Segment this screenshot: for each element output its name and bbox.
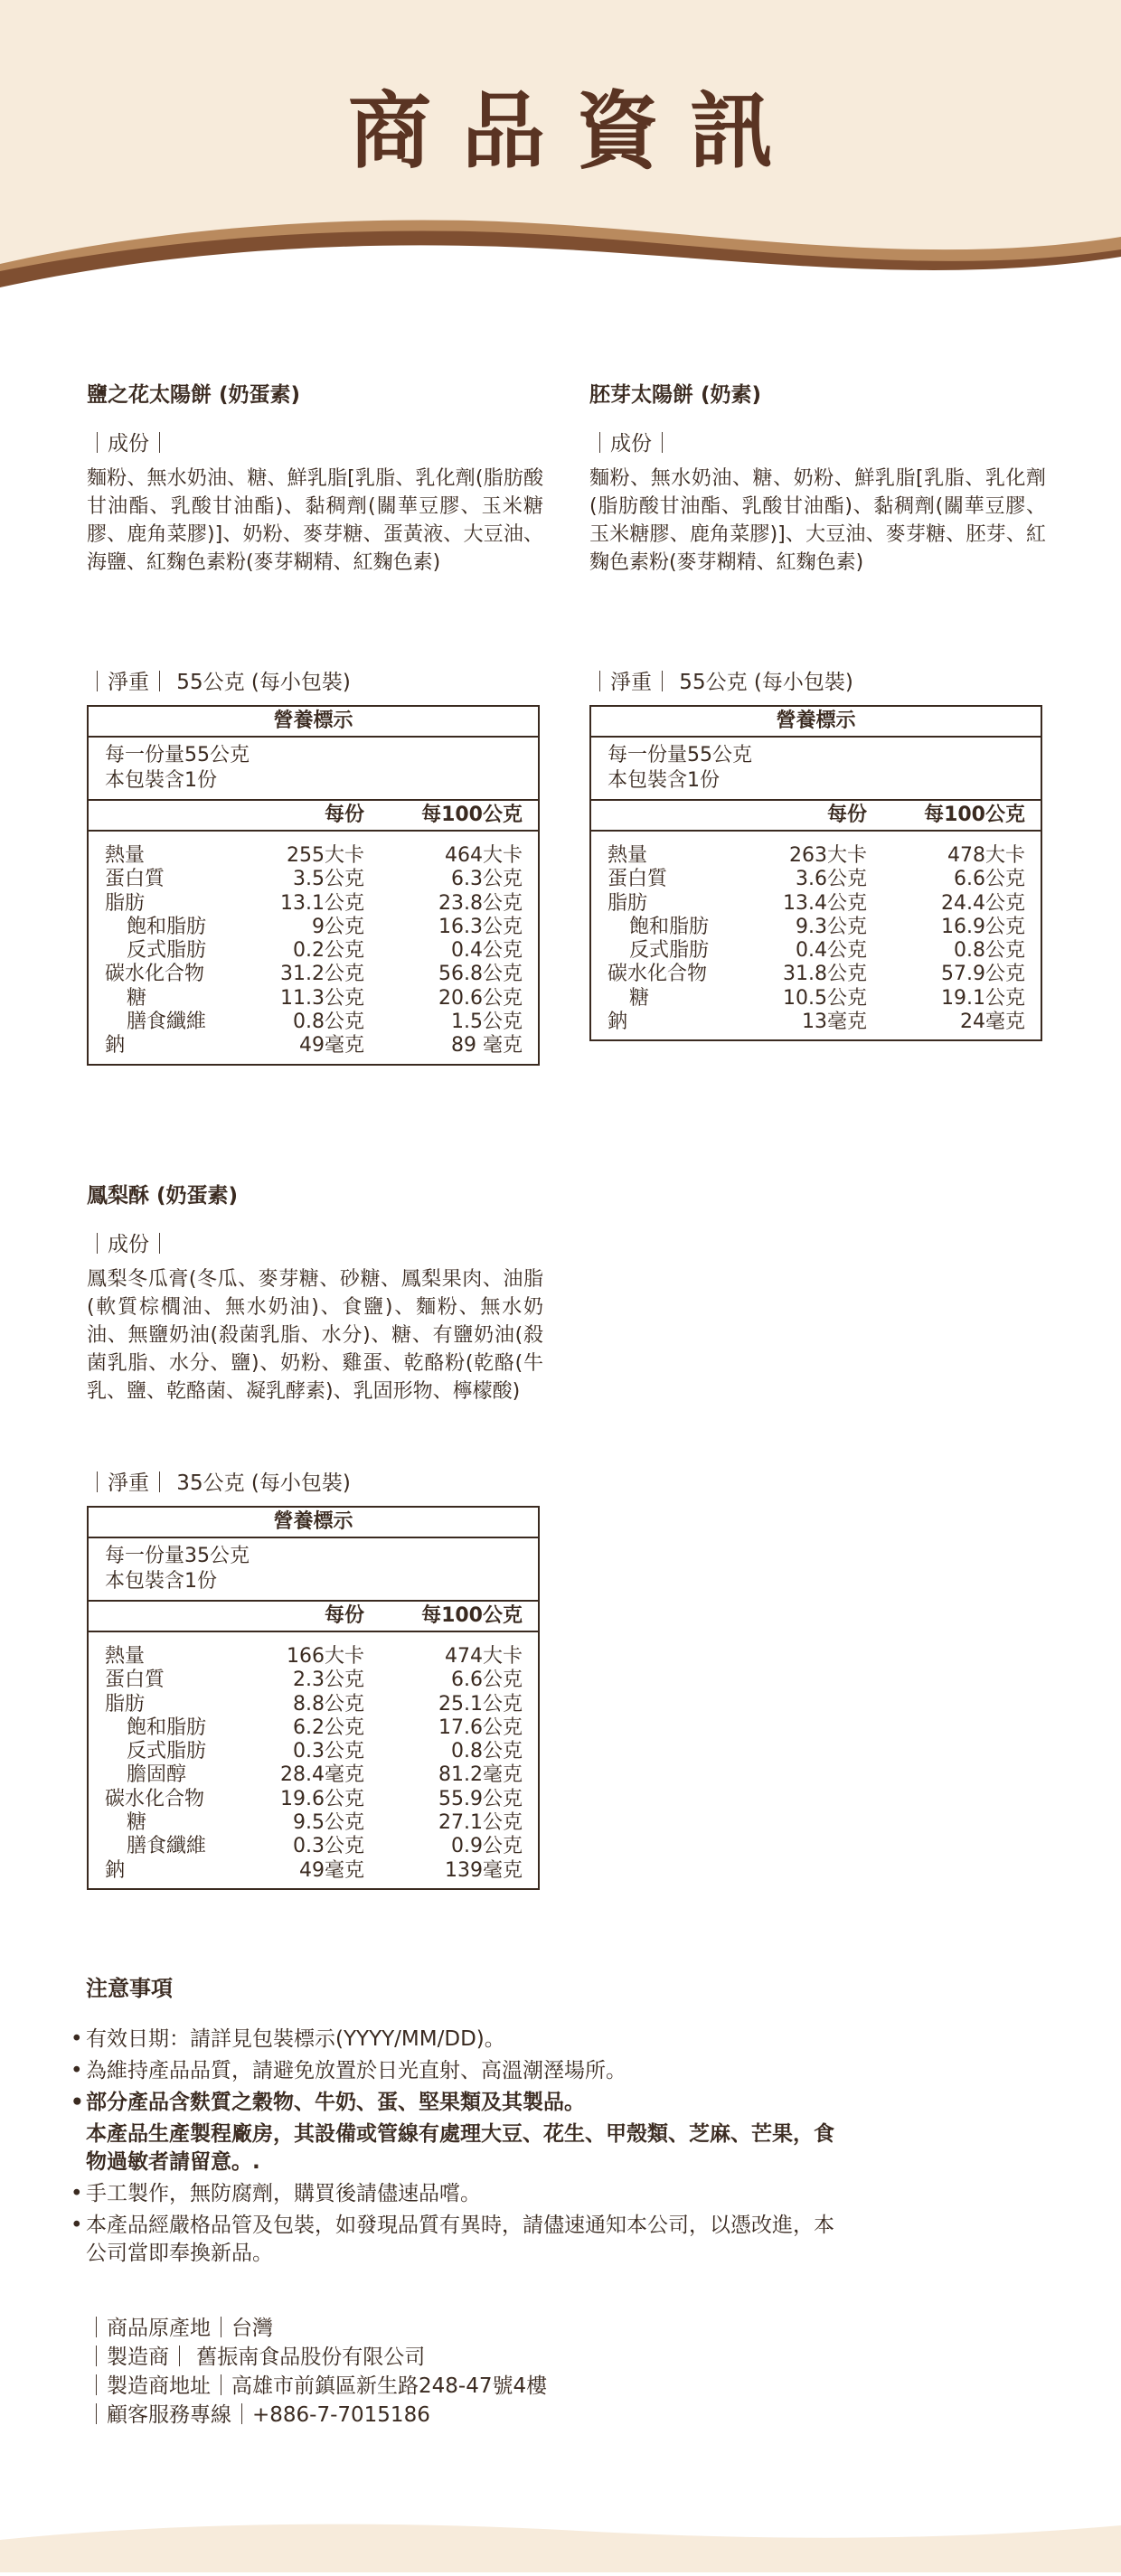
notice-item	[71, 2089, 845, 2117]
nutrition-row	[89, 1034, 538, 1058]
product-card-germ-sun-cake	[589, 381, 1046, 1095]
ingredients-text: 麵粉、無水奶油、糖、奶粉、鮮乳脂[乳脂、乳化劑(脂肪酸甘油酯、乳酸甘油酯)、黏稠劑(關華豆膠、玉米糖膠、鹿角菜膠)]、大豆油、麥芽糖、胚芽、紅麴色素粉(麥芽糊精、紅麴色素)	[589, 467, 1046, 574]
servings-per-package: 本包裝含1份	[105, 769, 217, 792]
nutrition-row	[89, 1788, 538, 1811]
ingredients-label: ｜成份｜	[589, 432, 673, 456]
nutrient-per-serving: 9.3公克	[796, 915, 867, 938]
nutrient-per-serving: 9公克	[312, 915, 364, 938]
nutrient-name: 飽和脂肪	[629, 915, 710, 938]
nutrition-row	[89, 916, 538, 939]
nutrition-row	[89, 1811, 538, 1835]
nutrient-per-100g: 55.9公克	[438, 1787, 523, 1810]
nutrition-row	[591, 939, 1041, 963]
nutrient-per-100g: 6.6公克	[954, 868, 1025, 891]
product-title: 鳳梨酥 (奶蛋素)	[87, 1184, 239, 1208]
nutrition-row	[89, 1716, 538, 1740]
notice-text: 本產品生產製程廠房，其設備或管線有處理大豆、花生、甲殼類、芝麻、芒果，食物過敏者請留意。.	[86, 2122, 834, 2174]
ingredients-label: ｜成份｜	[87, 432, 170, 456]
nutrition-row	[89, 844, 538, 868]
nutrient-per-100g: 6.3公克	[451, 868, 523, 891]
nutrition-row	[89, 1669, 538, 1692]
nutrition-column-headers	[591, 801, 1041, 832]
column-per-serving: 每份	[826, 804, 867, 826]
serving-info	[89, 738, 538, 801]
nutrient-name: 脂肪	[608, 891, 648, 915]
notice-item	[71, 2057, 845, 2085]
nutrition-row	[89, 987, 538, 1011]
column-per-serving: 每份	[324, 1604, 364, 1627]
net-weight: ｜淨重｜ 55公克 (每小包裝)	[589, 671, 853, 694]
origin-line: ｜顧客服務專線｜+886-7-7015186	[86, 2403, 430, 2427]
nutrient-per-100g: 474大卡	[445, 1645, 523, 1668]
nutrient-name: 鈉	[105, 1858, 126, 1882]
nutrient-per-serving: 166大卡	[287, 1645, 364, 1668]
product-card-pineapple-cake	[87, 1182, 543, 1905]
notice-text: 有效日期：請詳見包裝標示(YYYY/MM/DD)。	[86, 2027, 505, 2051]
product-card-salt-sun-cake	[87, 381, 543, 1095]
notice-title: 注意事項	[86, 1976, 173, 2001]
nutrition-rows	[591, 832, 1041, 1039]
nutrient-name: 鈉	[608, 1011, 628, 1034]
column-spacer	[591, 801, 754, 830]
nutrition-row	[89, 1645, 538, 1669]
nutrient-name: 碳水化合物	[105, 1787, 205, 1810]
nutrition-row	[89, 963, 538, 986]
nutrient-name: 飽和脂肪	[127, 1716, 207, 1739]
nutrient-per-serving: 0.8公克	[293, 1011, 364, 1034]
nutrition-row	[591, 916, 1041, 939]
header-banner	[0, 0, 1121, 298]
serving-info	[591, 738, 1041, 801]
notice-section	[71, 1975, 845, 2271]
nutrition-row	[591, 868, 1041, 891]
nutrient-name: 鈉	[105, 1034, 126, 1058]
nutrient-per-100g: 25.1公克	[438, 1692, 523, 1716]
nutrition-table	[87, 1506, 540, 1890]
nutrient-name: 碳水化合物	[105, 963, 205, 986]
nutrient-per-100g: 1.5公克	[451, 1011, 523, 1034]
notice-item	[86, 2120, 845, 2176]
nutrition-row	[89, 1763, 538, 1787]
nutrition-heading: 營養標示	[89, 707, 538, 738]
nutrient-name: 熱量	[608, 844, 648, 867]
column-per-serving: 每份	[324, 804, 364, 826]
nutrient-per-serving: 0.3公克	[293, 1835, 364, 1858]
footer-wave-background	[0, 2513, 1121, 2572]
nutrient-name: 膽固醇	[127, 1763, 187, 1787]
ingredients-label: ｜成份｜	[87, 1233, 170, 1256]
nutrient-per-100g: 17.6公克	[438, 1716, 523, 1739]
nutrient-name: 蛋白質	[608, 868, 668, 891]
nutrition-rows	[89, 1632, 538, 1888]
notice-item	[71, 2212, 845, 2268]
bullet-icon: •	[71, 2091, 84, 2114]
nutrition-table	[87, 705, 540, 1066]
nutrient-per-serving: 31.2公克	[280, 963, 364, 986]
origin-info	[86, 2314, 547, 2430]
nutrient-per-100g: 0.8公克	[451, 1740, 523, 1763]
nutrient-per-serving: 0.2公克	[293, 939, 364, 963]
nutrition-rows	[89, 832, 538, 1064]
nutrient-per-100g: 0.9公克	[451, 1835, 523, 1858]
nutrient-name: 熱量	[105, 1645, 146, 1668]
nutrition-row	[591, 892, 1041, 916]
nutrient-per-100g: 16.3公克	[438, 915, 523, 938]
net-weight: ｜淨重｜ 35公克 (每小包裝)	[87, 1471, 351, 1495]
nutrient-per-serving: 28.4毫克	[280, 1763, 364, 1787]
serving-size: 每一份量55公克	[608, 744, 752, 766]
nutrient-name: 糖	[127, 986, 147, 1010]
nutrient-name: 碳水化合物	[608, 963, 708, 986]
nutrition-column-headers	[89, 801, 538, 832]
nutrient-per-serving: 0.3公克	[293, 1740, 364, 1763]
notice-text: 手工製作，無防腐劑，購買後請儘速品嚐。	[86, 2182, 481, 2205]
nutrient-name: 反式脂肪	[127, 939, 207, 963]
nutrient-name: 蛋白質	[105, 1669, 165, 1692]
nutrient-per-serving: 8.8公克	[293, 1692, 364, 1716]
nutrient-per-serving: 2.3公克	[293, 1669, 364, 1692]
nutrient-per-100g: 89 毫克	[451, 1034, 523, 1058]
nutrient-name: 反式脂肪	[127, 1740, 207, 1763]
nutrient-per-100g: 0.4公克	[451, 939, 523, 963]
nutrient-per-100g: 478大卡	[947, 844, 1025, 867]
nutrient-per-serving: 6.2公克	[293, 1716, 364, 1739]
nutrient-per-serving: 3.5公克	[293, 868, 364, 891]
nutrient-per-100g: 16.9公克	[941, 915, 1025, 938]
nutrient-name: 熱量	[105, 844, 146, 867]
nutrient-per-100g: 56.8公克	[438, 963, 523, 986]
nutrient-per-serving: 11.3公克	[280, 986, 364, 1010]
page-title: 商品資訊	[347, 82, 804, 180]
nutrient-per-100g: 81.2毫克	[438, 1763, 523, 1787]
nutrition-heading: 營養標示	[591, 707, 1041, 738]
nutrition-row	[89, 892, 538, 916]
bullet-icon: •	[71, 2214, 83, 2237]
nutrient-per-100g: 27.1公克	[438, 1811, 523, 1835]
nutrition-column-headers	[89, 1602, 538, 1632]
nutrient-per-100g: 139毫克	[445, 1858, 523, 1882]
product-title: 胚芽太陽餅 (奶素)	[589, 383, 762, 407]
nutrient-per-serving: 10.5公克	[783, 986, 867, 1010]
nutrient-name: 膳食纖維	[127, 1835, 207, 1858]
nutrient-per-serving: 9.5公克	[293, 1811, 364, 1835]
nutrient-per-serving: 255大卡	[287, 844, 364, 867]
ingredients-text: 鳳梨冬瓜膏(冬瓜、麥芽糖、砂糖、鳳梨果肉、油脂(軟質棕櫚油、無水奶油)、食鹽)、麵粉、無水奶油、無鹽奶油(殺菌乳脂、水分)、糖、有鹽奶油(殺菌乳脂、水分、鹽)、奶粉、雞蛋、乾酪粉(乾酪(牛乳、鹽、乾酪菌、凝乳酵素)、乳固形物、檸檬酸)	[87, 1268, 543, 1403]
nutrient-name: 膳食纖維	[127, 1011, 207, 1034]
nutrient-per-100g: 19.1公克	[941, 986, 1025, 1010]
nutrition-row	[89, 868, 538, 891]
servings-per-package: 本包裝含1份	[608, 769, 720, 792]
nutrient-per-serving: 13.4公克	[783, 891, 867, 915]
nutrient-name: 反式脂肪	[629, 939, 710, 963]
nutrient-name: 脂肪	[105, 1692, 146, 1716]
net-weight: ｜淨重｜ 55公克 (每小包裝)	[87, 671, 351, 694]
column-spacer	[89, 801, 251, 830]
bullet-icon: •	[71, 2059, 83, 2082]
notice-item	[71, 2180, 845, 2208]
nutrient-per-100g: 0.8公克	[954, 939, 1025, 963]
nutrition-row	[89, 939, 538, 963]
nutrient-per-serving: 13毫克	[802, 1011, 867, 1034]
nutrition-table	[589, 705, 1042, 1041]
nutrition-row	[591, 963, 1041, 986]
ingredients-text: 麵粉、無水奶油、糖、鮮乳脂[乳脂、乳化劑(脂肪酸甘油酯、乳酸甘油酯)、黏稠劑(關華豆膠、玉米糖膠、鹿角菜膠)]、奶粉、麥芽糖、蛋黃液、大豆油、海鹽、紅麴色素粉(麥芽糊精、紅麴色素)	[87, 467, 543, 574]
origin-line: ｜商品原產地｜台灣	[86, 2317, 273, 2340]
nutrition-row	[591, 987, 1041, 1011]
nutrition-row	[591, 1011, 1041, 1034]
nutrient-name: 糖	[127, 1811, 147, 1835]
bullet-icon: •	[71, 2027, 83, 2051]
nutrient-per-100g: 6.6公克	[451, 1669, 523, 1692]
nutrition-row	[89, 1859, 538, 1883]
nutrient-per-100g: 57.9公克	[941, 963, 1025, 986]
notice-item	[71, 2026, 845, 2054]
product-title: 鹽之花太陽餅 (奶蛋素)	[87, 383, 301, 407]
serving-size: 每一份量35公克	[105, 1545, 250, 1567]
nutrient-per-serving: 0.4公克	[796, 939, 867, 963]
nutrition-row	[591, 844, 1041, 868]
nutrition-heading: 營養標示	[89, 1508, 538, 1538]
column-per-100g: 每100公克	[421, 1604, 523, 1627]
nutrient-per-serving: 31.8公克	[783, 963, 867, 986]
column-per-100g: 每100公克	[421, 804, 523, 826]
nutrient-name: 飽和脂肪	[127, 915, 207, 938]
serving-size: 每一份量55公克	[105, 744, 250, 766]
notice-text: 本產品經嚴格品管及包裝，如發現品質有異時，請儘速通知本公司，以憑改進，本公司當即奉換新品。	[86, 2214, 834, 2265]
nutrient-per-serving: 49毫克	[299, 1034, 364, 1058]
bullet-icon: •	[71, 2182, 83, 2205]
nutrient-per-serving: 263大卡	[789, 844, 867, 867]
nutrient-per-100g: 20.6公克	[438, 986, 523, 1010]
notice-list	[71, 2026, 845, 2268]
nutrient-per-serving: 13.1公克	[280, 891, 364, 915]
nutrient-per-100g: 23.8公克	[438, 891, 523, 915]
servings-per-package: 本包裝含1份	[105, 1570, 217, 1593]
notice-text: 為維持產品品質，請避免放置於日光直射、高溫潮溼場所。	[86, 2059, 626, 2082]
nutrition-row	[89, 1835, 538, 1858]
nutrient-per-serving: 3.6公克	[796, 868, 867, 891]
nutrition-row	[89, 1011, 538, 1034]
footer-wave	[0, 2513, 1121, 2572]
nutrition-row	[89, 1693, 538, 1716]
column-spacer	[89, 1602, 251, 1631]
column-per-100g: 每100公克	[924, 804, 1025, 826]
nutrient-name: 脂肪	[105, 891, 146, 915]
nutrient-per-100g: 24.4公克	[941, 891, 1025, 915]
nutrient-per-100g: 464大卡	[445, 844, 523, 867]
nutrient-per-serving: 49毫克	[299, 1858, 364, 1882]
nutrition-row	[89, 1740, 538, 1763]
origin-line: ｜製造商地址｜高雄市前鎮區新生路248-47號4樓	[86, 2374, 548, 2398]
nutrient-per-serving: 19.6公克	[280, 1787, 364, 1810]
origin-line: ｜製造商｜ 舊振南食品股份有限公司	[86, 2346, 426, 2369]
nutrient-name: 糖	[629, 986, 650, 1010]
notice-text: 部分產品含麩質之穀物、牛奶、蛋、堅果類及其製品。	[86, 2091, 585, 2114]
nutrient-name: 蛋白質	[105, 868, 165, 891]
nutrient-per-100g: 24毫克	[960, 1011, 1025, 1034]
serving-info	[89, 1538, 538, 1602]
